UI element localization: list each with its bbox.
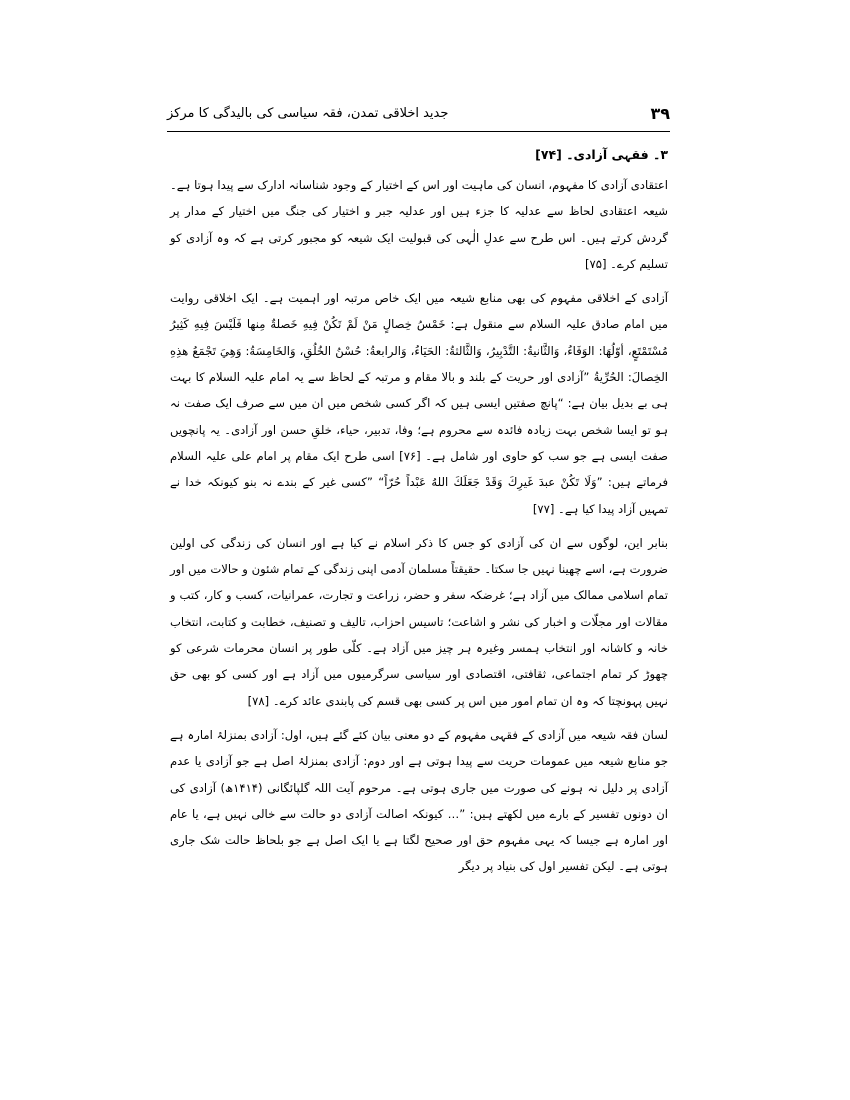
header-divider [167, 131, 670, 132]
paragraph-1: اعتقادی آزادی کا مفہوم، انسان کی ماہیت اور اس کے اختیار کے وجود شناسانہ ادارک سے پیدا ہوتا ہے۔ شیعہ اعتقادی لحاظ سے عدلیہ کا جزء ہیں اور عدلیہ جبر و اختیار کی جنگ میں اختیار کے مدار پر گردش کرتے ہیں۔ اس طرح سے عدلِ الٰہی کی قبولیت ایک شیعہ کو مجبور کرتی ہے کہ وہ آزادی کو تسلیم کرے۔ [۷۵] [170, 178, 668, 271]
page-header [167, 102, 670, 132]
section-heading: ۳۔ فقہی آزادی۔ [۷۴] [535, 147, 668, 162]
page-body [170, 142, 668, 888]
paragraph-3: بنابر این، لوگوں سے ان کی آزادی کو جس کا ذکر اسلام نے کیا ہے اور انسان کی زندگی کی اولین ضرورت ہے، اسے چھینا نہیں جا سکتا۔ حقیقتاً مسلمان آدمی اپنی زندگی کے تمام شئون و حالات میں اور تمام اسلامی ممالک میں آزاد ہے؛ غرضکہ سفر و حضر، زراعت و تجارت، عمرانیات، کسب و کار، کتب و مقالات اور مجلّات و اخبار کی نشر و اشاعت؛ تاسیس احزاب، تالیف و تصنیف، خطابت و کتابت، انتخاب خانہ و کاشانہ اور انتخاب ہمسر وغیرہ ہر چیز میں آزاد ہے۔ کلّی طور پر انسان محرمات شرعی کو چھوڑ کر تمام اجتماعی، ثقافتی، اقتصادی اور سیاسی سرگرمیوں میں آزاد ہے اور کسی کو بھی حق نہیں پہونچتا کہ وہ ان تمام امور میں اس پر کسی بھی قسم کی پابندی عائد کرے۔ [۷۸] [170, 535, 668, 708]
running-title: جدید اخلاقی تمدن، فقہ سیاسی کی بالیدگی کا مرکز [167, 106, 449, 121]
page-number: ۳۹ [650, 104, 670, 123]
paragraph-4: لسان فقہ شیعہ میں آزادی کے فقہی مفہوم کے دو معنی بیان کئے گئے ہیں، اول: آزادی بمنزلۂ امارہ ہے جو منابع شیعہ میں عمومات حریت سے پیدا ہوتی ہے اور دوم: آزادی بمنزلۂ اصل ہے جو آزادی یا عدم آزادی پر دلیل نہ ہونے کی صورت میں جاری ہوتی ہے۔ مرحوم آیت اللہ گلپائگانی (۱۴۱۴ھ) آزادی کی ان دونوں تفسیر کے بارے میں لکھتے ہیں: ”… کیونکہ اصالت آزادی دو حالت سے خالی نہیں ہے، یا عام اور امارہ ہے جیسا کہ یہی مفہوم حق اور صحیح لگتا ہے یا ایک اصل ہے جو بلحاظ حالت شک جاری ہوتی ہے۔ لیکن تفسیر اول کی بنیاد پر دیگر [170, 727, 669, 874]
paragraph-2: آزادی کے اخلاقی مفہوم کی بھی منابع شیعہ میں ایک خاص مرتبہ اور اہمیت ہے۔ ایک اخلاقی روایت میں امام صادق علیہ السلام سے منقول ہے: خَمْسُ خِصالٍ مَنْ لَمْ تَكُنْ فِيهِ خَصلةٌ مِنها فَلَيْسَ فِيهِ كَثِيرُ مُسْتَمْتَعٍ، أوّلُهَا: الوَفَاءُ، وَالثَّانيةُ: التَّدْبِيرُ، وَالثَّالثةُ: الحَيَاءُ، وَالرابعةُ: حُسْنُ الخُلُقِ، وَالخَامِسَةُ: وَهِيَ تَجْمَعُ هذِهِ الخِصالَ: الحُرِّيةُ ”آزادی اور حریت کے بلند و بالا مقام و مرتبہ کے لحاظ سے یہ امام علیہ السلام کا بہت ہی بے بدیل بیان ہے: “پانچ صفتیں ایسی ہیں کہ اگر کسی شخص میں ان میں سے صرف ایک صفت نہ ہو تو ایسا شخص بہت زیادہ فائدہ سے محروم ہے؛ وفا، تدبیر، حیاء، خلقِ حسن اور آزادی۔ یہ پانچویں صفت ایسی ہے جو سب کو حاوی اور شامل ہے۔ [۷۶] اسی طرح ایک مقام پر امام علی علیہ السلام فرماتے ہیں: ”وَلَا تَكُنْ عبدَ غَيرِكَ وَقَدْ جَعَلَكَ اللهُ عَبْداً حُرّاً“ ”کسی غیر کے بندے نہ بنو کیونکہ خدا نے تمہیں آزاد پیدا کیا ہے۔ [۷۷] [170, 291, 668, 516]
